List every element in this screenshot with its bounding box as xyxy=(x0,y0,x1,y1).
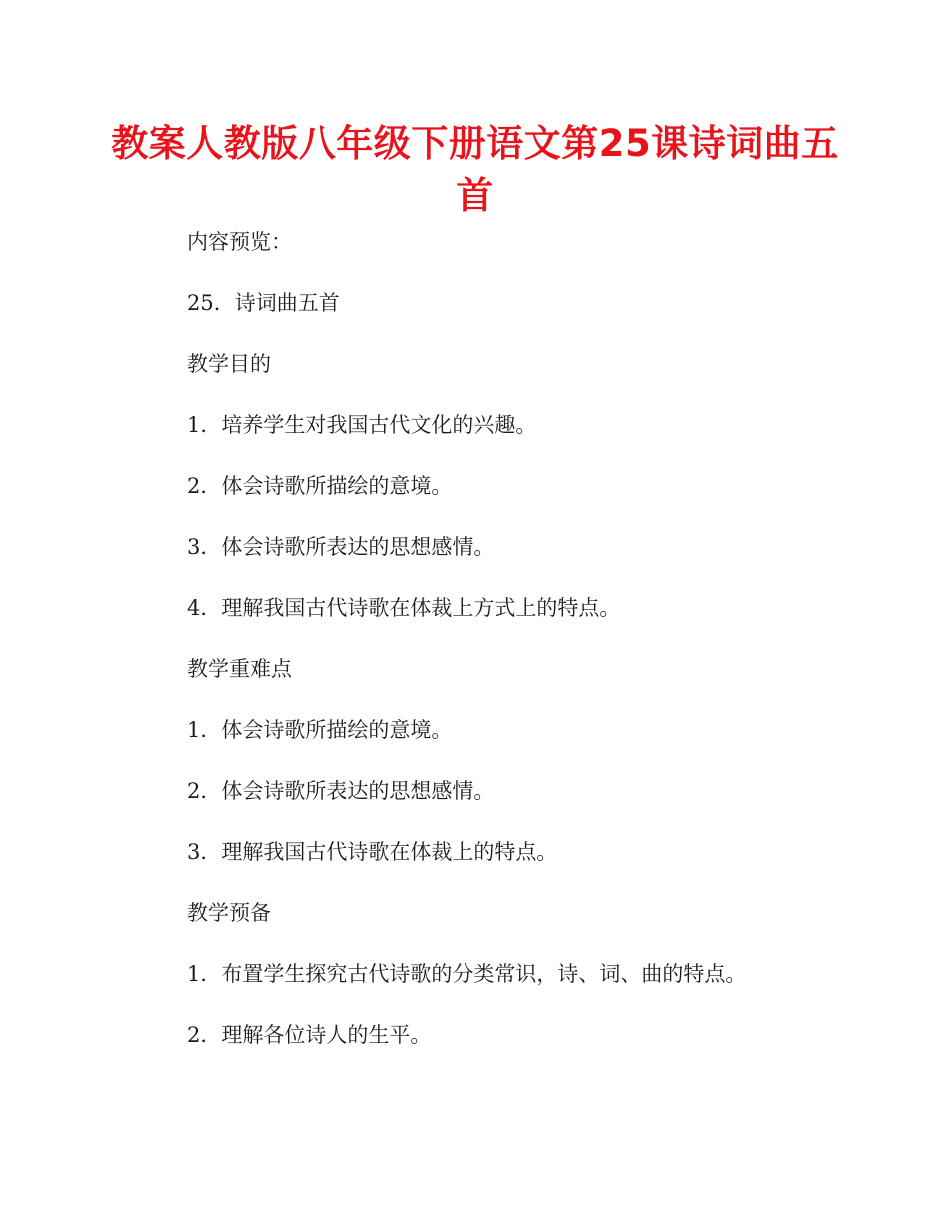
document-title: 教案人教版八年级下册语文第25课诗词曲五首 xyxy=(111,122,839,217)
focus-item: 2．体会诗歌所表达的思想感情。 xyxy=(187,779,495,803)
section-heading-focus: 教学重难点 xyxy=(187,657,292,681)
focus-item: 1．体会诗歌所描绘的意境。 xyxy=(187,718,453,742)
goal-item: 3．体会诗歌所表达的思想感情。 xyxy=(187,535,495,559)
goal-item: 1．培养学生对我国古代文化的兴趣。 xyxy=(187,413,537,437)
prep-item: 2．理解各位诗人的生平。 xyxy=(187,1023,432,1047)
section-heading-prep: 教学预备 xyxy=(187,901,271,925)
preview-label: 内容预览： xyxy=(187,230,292,254)
goal-item: 4．理解我国古代诗歌在体裁上方式上的特点。 xyxy=(187,596,621,620)
lesson-heading: 25．诗词曲五首 xyxy=(187,291,340,315)
section-heading-goals: 教学目的 xyxy=(187,352,271,376)
prep-item: 1．布置学生探究古代诗歌的分类常识，诗、词、曲的特点。 xyxy=(187,962,747,986)
goal-item: 2．体会诗歌所描绘的意境。 xyxy=(187,474,453,498)
focus-item: 3．理解我国古代诗歌在体裁上的特点。 xyxy=(187,840,558,864)
